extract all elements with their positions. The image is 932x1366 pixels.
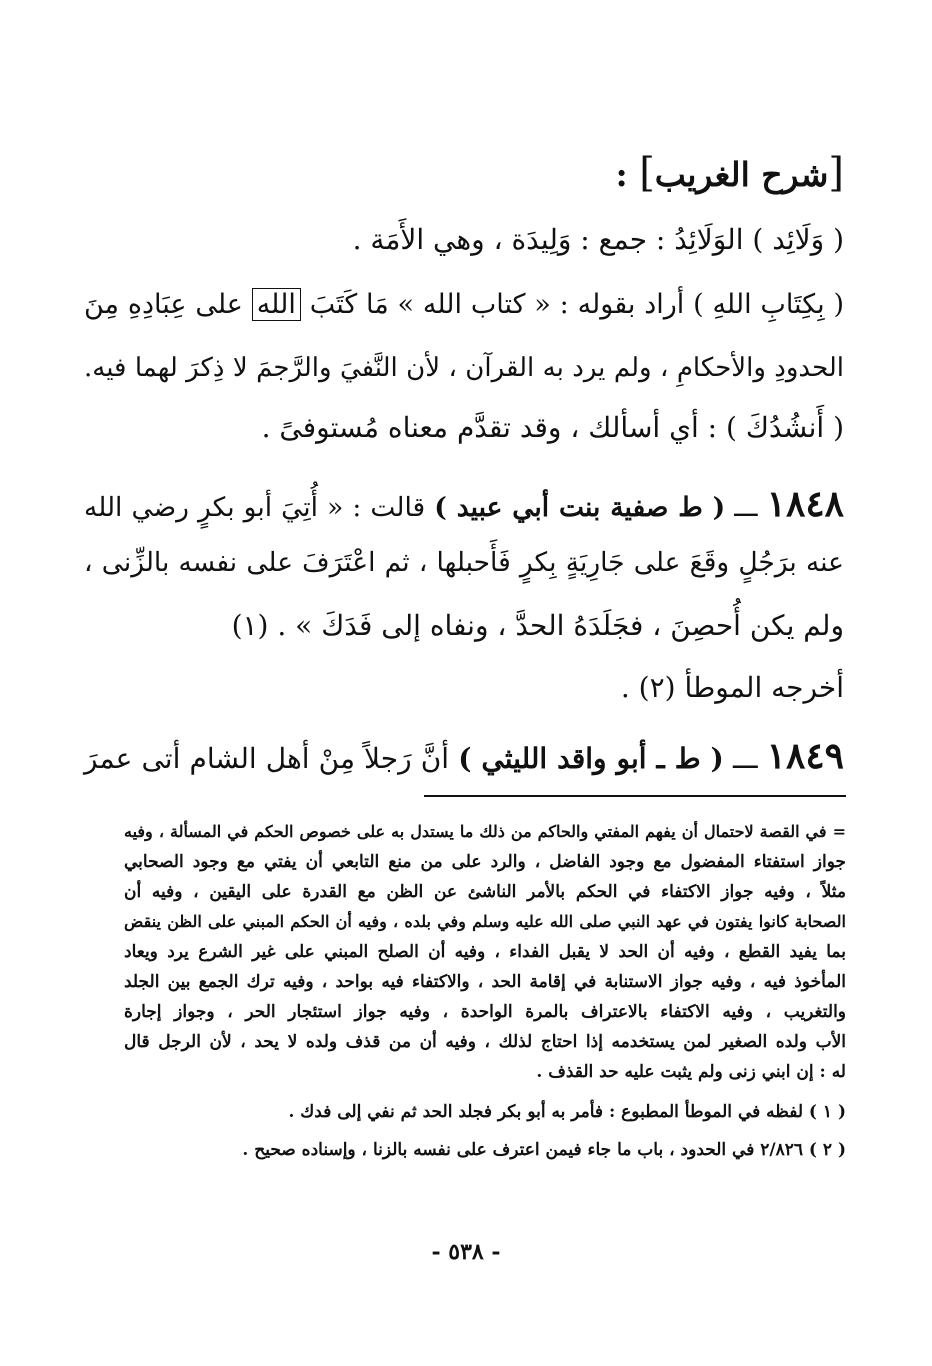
hadith-dash: ـــ xyxy=(734,492,758,523)
page-number: - ٥٣٨ - xyxy=(431,1239,501,1265)
glossary-line-3: الحدودِ والأحكامِ ، ولم يرد به القرآن ، لأن النَّفيَ والرَّجمَ لا ذِكرَ لهما فيه. xyxy=(84,353,844,383)
hadith-1849-text: أنَّ رَجلاً مِنْ أهل الشام أتى عمرَ xyxy=(84,742,450,775)
hadith-source-1849: ( ط ـ أبو واقد الليثي ) xyxy=(458,742,724,775)
hadith-1848-takhrij: أخرجه الموطأ (٢) . xyxy=(620,671,844,704)
hadith-dash: ـــ xyxy=(732,742,758,775)
glossary-line-2-tail: على عِبَادِهِ مِنَ xyxy=(84,289,243,320)
footnote-continued-line: له : إن ابني زنى ولم يثبت عليه حد القذف . xyxy=(536,1062,846,1082)
footnote-continued-line: بما يفيد القطع ، وفيه أن الحد لا يقبل الفداء ، وفيه أن الصلح المبني على غير الشرع يرد ويعاد xyxy=(124,942,846,962)
hadith-1849-header xyxy=(84,734,844,779)
footnote-continued-line: الأب ولده الصغير لمن يستخدمه إذا احتاج لذلك ، وفيه أن من قذف ولده لا يحد ، لأن الرجل قال xyxy=(124,1032,846,1052)
footnote-continued-line: = في القصة لاحتمال أن يفهم المفتي والحاكم من ذلك ما يستدل به على خصوص الحكم في المسألة ، وفيه xyxy=(124,822,846,841)
hadith-number-1848: ١٨٤٨ xyxy=(766,483,844,525)
heading-open-bracket: [ xyxy=(828,150,844,196)
glossary-line-1: ( وَلَائِد ) الوَلَائِدُ : جمع : وَلِيدَة ، وهي الأَمَة . xyxy=(352,223,844,256)
glossary-line-2 xyxy=(84,288,844,322)
hadith-1848-line-2: عنه برَجُلٍ وقَعَ على جَارِيَةٍ بِكرٍ فَأَحبلها ، ثم اعْتَرَفَ على نفسه بالزِّنى ، xyxy=(84,547,844,578)
footnote-continued-line: والتغريب ، وفيه الاكتفاء بالاعتراف بالمرة الواحدة ، وفيه جواز استئجار الحر ، وجواز إجارة xyxy=(124,1002,846,1022)
footnote-separator xyxy=(424,795,846,797)
section-heading xyxy=(616,150,845,196)
heading-colon: : xyxy=(615,155,628,194)
footnote-2: ( ٢ ) ٢/٨٢٦ في الحدود ، باب ما جاء فيمن اعترف على نفسه بالزنا ، وإسناده صحيح . xyxy=(242,1140,846,1160)
footnote-1: ( ١ ) لفظه في الموطأ المطبوع : فأمر به أبو بكر فجلد الحد ثم نفي إلى فدك . xyxy=(288,1102,846,1122)
glossary-line-4: ( أَنشُدُكَ ) : أي أسألك ، وقد تقدَّم معناه مُستوفىً . xyxy=(261,411,844,444)
hadith-source-1848: ( ط صفية بنت أبي عبيد ) xyxy=(434,492,726,523)
boxed-word: الله xyxy=(252,288,301,321)
hadith-1848-header xyxy=(84,482,844,527)
footnote-continued-line: المأخوذ فيه ، وفيه جواز الاستنابة في إقامة الحد ، والاكتفاء فيه بواحد ، وفيه ترك الجمع بين الجلد xyxy=(124,972,846,992)
heading-close-bracket: ] xyxy=(639,150,655,196)
glossary-line-2-text: ( بِكِتَابِ اللهِ ) أراد بقوله : « كتاب الله » مَا كَتَبَ xyxy=(309,289,844,320)
hadith-1848-line-3: ولم يكن أُحصِنَ ، فجَلَدَهُ الحدَّ ، ونفاه إلى فَدَكَ » . (١) xyxy=(231,609,844,642)
footnote-continued-line: مثلاً ، وفيه جواز الاكتفاء في الحكم بالأمر الناشئ عن الظن مع القدرة على اليقين ، وفيه أن xyxy=(124,882,846,902)
footnote-continued-line: جواز استفتاء المفضول مع وجود الفاضل ، والرد على من منع التابعي أن يفتي مع وجود الصحابي xyxy=(124,852,846,872)
heading-title: شرح الغريب xyxy=(654,155,829,194)
hadith-1848-text-1: قالت : « أُتِيَ أبو بكرٍ رضي الله xyxy=(84,492,426,523)
hadith-number-1849: ١٨٤٩ xyxy=(766,735,845,777)
footnote-continued-line: الصحابة كانوا يفتون في عهد النبي صلى الله عليه وسلم وفي بلده ، وفيه أن الحكم المبني على الظن ينقض xyxy=(124,912,846,931)
